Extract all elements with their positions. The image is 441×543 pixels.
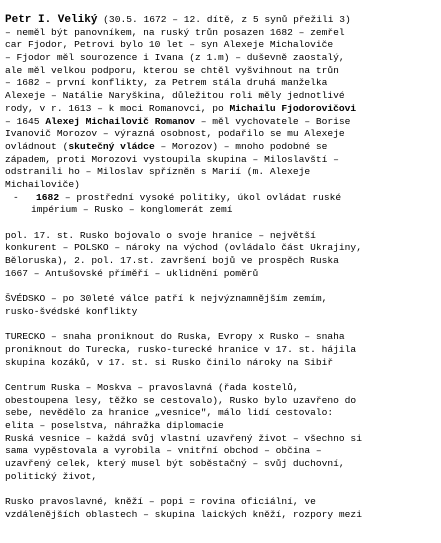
paragraph-origins [5,27,439,217]
bullet-continuation: impérium – Rusko – konglomerát zemí [31,204,233,216]
text-line: Běloruska), 2. pol. 17.st. završení bojů ve prospěch Ruska [5,255,339,267]
text-line [5,116,439,129]
text-line: Alexeje – Natálie Naryškina, důležitou roli měly jednotlivé [5,90,345,102]
spacer [5,369,439,382]
paragraph-orthodox [5,496,439,521]
text-span: – Morozov) – mnoho podobné se [154,140,328,152]
text-span: ovládnout ( [5,140,69,152]
bullet-item [5,192,439,205]
text-line: sebe, nevědělo za hranice „vesnice", málo lidí cestovalo: [5,407,334,419]
text-line: politický život, [5,470,98,482]
text-line: 1667 – Antušovské příměří – uklidnění poměrů [5,267,259,279]
text-line: odstranili ho – Miloslav spřízněn s Marií (m. Alexeje [5,166,311,178]
text-line: ale měl velkou podporu, kterou se chtěl vyšvihnout na trůn [5,64,339,76]
text-line: – neměl být panovníkem, na ruský trůn posazen 1682 – zemřel [5,26,345,38]
text-line: – 1682 – první konflikty, za Petrem stála druhá manželka [5,77,328,89]
text-line: vzdálenějších oblastech – skupina laických kněží, rozpory mezi [5,508,362,520]
text-line [5,103,439,116]
title-name: Petr I. Veliký [5,14,98,26]
text-line: sama vypěstovala a vyrobila – vnitřní obchod – občina – [5,445,322,457]
text-line: Rusko pravoslavné, kněží – popi = rovina oficiální, ve [5,496,316,508]
text-line: ŠVÉDSKO – po 30leté válce patří k nejvýznamnějším zemím, [5,293,328,305]
bold-name: Michailu Fjodorovičovi [229,102,357,114]
text-line: uzavřený celek, který musel být soběstačný – svůj duchovní, [5,458,345,470]
title-dates: (30.5. 1672 – 12. dítě, z 5 synů přežili 3) [97,14,351,25]
text-line: Centrum Ruska – Moskva – pravoslavná (řada kostelů, [5,381,299,393]
bullet-marker: - [13,191,19,203]
text-span: – 1645 [5,115,46,127]
text-line: pol. 17. st. Rusko bojovalo o svoje hranice – největší [5,229,316,241]
spacer [5,319,439,332]
spacer [5,280,439,293]
text-span: – měl vychovatele – Borise [195,115,351,127]
bold-phrase: skutečný vládce [68,140,155,152]
paragraph-russia-center [5,382,439,484]
text-span: – prostřední vysoké politiky, úkol ovládat ruské [59,191,342,203]
bullet-year: 1682 [36,191,60,203]
paragraph-sweden [5,293,439,318]
paragraph-poland [5,230,439,281]
text-line: car Fjodor, Petrovi bylo 10 let – syn Alexeje Michaloviče [5,39,334,51]
spacer [5,483,439,496]
text-line: obestoupena lesy, těžko se cestovalo), Rusko bylo uzavřeno do [5,394,357,406]
document-body [5,14,439,522]
paragraph-turkey [5,331,439,369]
text-line: – Fjodor měl sourozence i Ivana (z 1.m) – duševně zaostalý, [5,52,345,64]
text-line: elita – poselstva, náhražka diplomacie [5,420,224,431]
bold-name: Alexej Michailovič Romanov [45,115,195,127]
document-title [5,14,439,27]
text-line: Ivanovič Morozov – výrazná osobnost, podařilo se mu Alexeje [5,128,345,140]
text-line: proniknout do Turecka, rusko-turecké hranice v 17. st. hájila [5,343,357,355]
spacer [5,217,439,230]
text-line: Michailoviče) [5,178,80,190]
text-span: rody, v r. 1613 – k moci Romanovci, po [5,102,230,114]
text-line: západem, proti Morozovi vystoupila skupina – Miloslavští – [5,153,339,165]
text-line [5,141,439,154]
text-line: rusko-švédské konflikty [5,305,138,317]
text-line: konkurent – POLSKO – nároky na východ (ovládalo část Ukrajiny, [5,242,362,254]
text-line: skupina kozáků, v 17. st. si Rusko činilo nároky na Sibiř [5,356,334,368]
text-line: Ruská vesnice – každá svůj vlastní uzavřený život – všechno si [5,432,362,444]
text-line: TURECKO – snaha proniknout do Ruska, Evropy x Rusko – snaha [5,331,345,343]
